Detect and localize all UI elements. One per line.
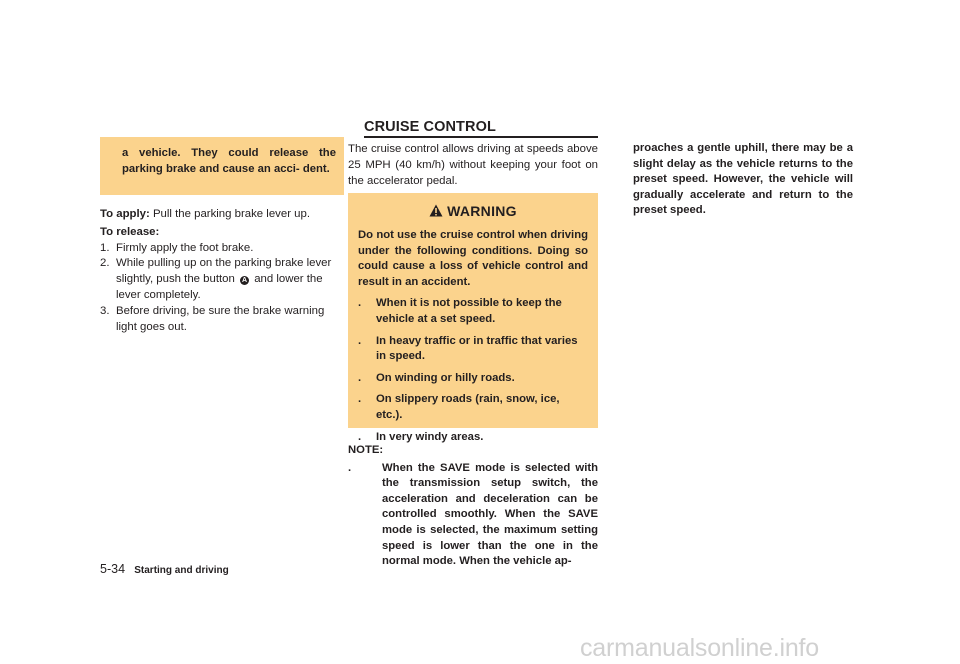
footer-section-name: Starting and driving [134,565,229,576]
warning-continuation-box [100,137,344,195]
step-number: 3. [100,304,110,317]
step-text: and lower the lever completely. [116,273,323,301]
note-bullet: . When the SAVE mode is selected with the transmission setup switch, the acceleration and deceleration can be controlled smoothly. When the SAVE mode is selected, the maximum setting speed is lower than the one in the normal mode. When the vehicle ap- [348,461,598,568]
warning-heading [358,203,588,220]
warning-bullet: . In heavy traffic or in traffic that varies in speed. [358,334,578,363]
page-number: 5-34 [100,562,126,576]
step-number: 2. [100,257,110,270]
apply-label: To apply: [100,208,150,220]
warning-bullet: . When it is not possible to keep the vehicle at a set speed. [358,297,562,325]
warning-bullet: . In very windy areas. [358,430,484,443]
step-text: Firmly apply the foot brake. [116,241,254,254]
apply-text: Pull the parking brake lever up. [152,208,310,220]
page-footer [100,562,229,576]
apply-paragraph [100,207,344,223]
step-text: While pulling up on the parking brake lever slightly, push the button [116,257,332,286]
step-text: Before driving, be sure the brake warning light goes out. [116,304,325,333]
step-item [100,304,344,336]
note-bullets [348,461,598,570]
release-label: To release: [100,225,160,238]
note-label: NOTE: [348,444,384,456]
parking-brake-instructions [100,207,344,335]
warning-heading-text: WARNING [447,203,517,219]
warning-bullet: . On slippery roads (rain, snow, ice, etc.). [358,393,560,421]
note-continuation: proaches a gentle uphill, there may be a slight delay as the vehicle returns to the preset speed. However, the vehicle will gradually accelerate and return to the preset speed. [633,142,853,217]
section-title: CRUISE CONTROL [364,119,598,138]
cruise-intro: The cruise control allows driving at speeds above 25 MPH (40 km/h) without keeping your foot on the accelerator pedal. [348,143,598,187]
button-a-marker-icon: A [241,277,248,285]
warning-bullet: . On winding or hilly roads. [358,371,515,384]
step-item [100,241,344,257]
watermark: carmanualsonline.info [580,634,820,662]
warning-triangle-icon [429,204,443,220]
warning-text: Do not use the cruise control when driving under the following conditions. Doing so could cause a loss of vehicle control and result in an accident. [358,229,588,288]
step-item [100,256,344,303]
step-number: 1. [100,241,110,254]
note-section [348,443,598,570]
warning-continuation-text: a vehicle. They could release the parking brake and cause an acci- dent. [122,147,336,175]
warning-box [348,193,598,443]
warning-bullets [358,296,588,445]
release-steps [100,241,344,336]
